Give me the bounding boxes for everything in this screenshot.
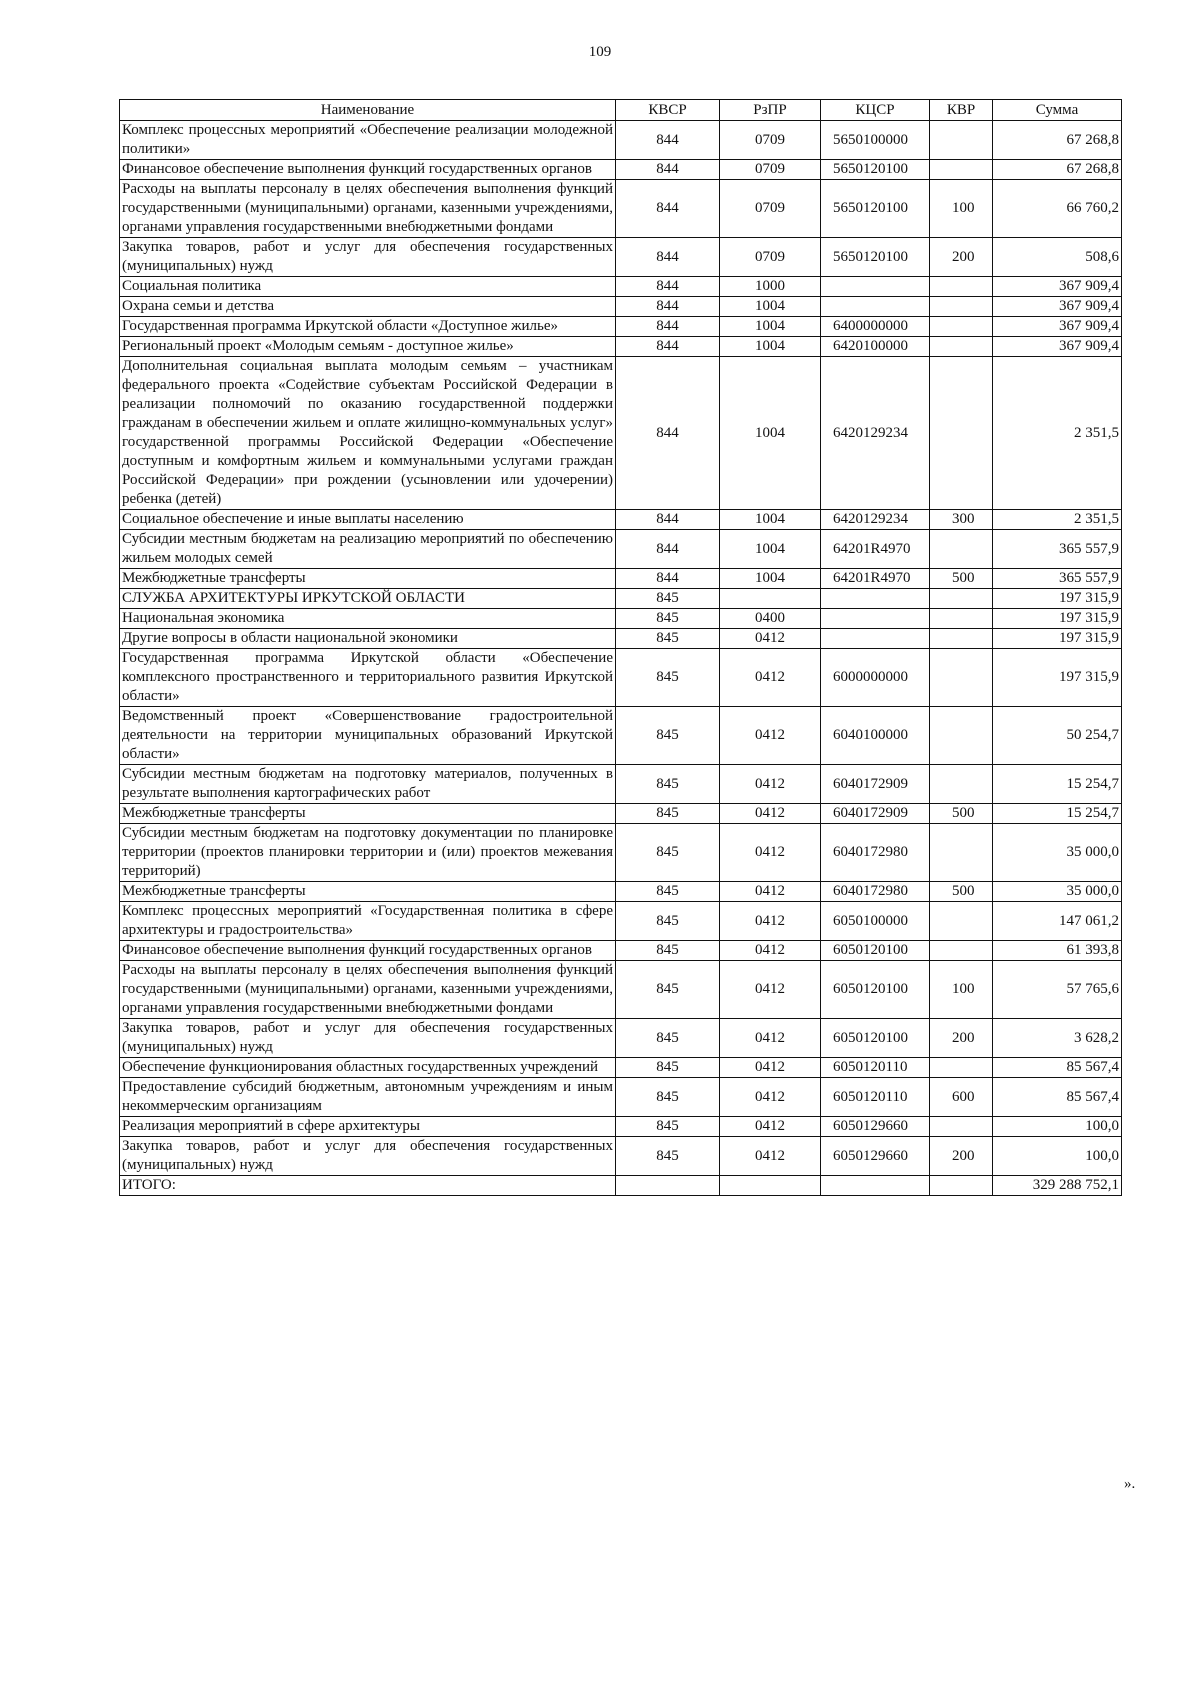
table-row bbox=[120, 510, 1122, 530]
table-row bbox=[120, 804, 1122, 824]
cell-kvr: 100 bbox=[930, 961, 993, 1019]
cell-kcsr: 6050120100 bbox=[821, 1019, 930, 1058]
budget-table bbox=[119, 99, 1122, 1196]
cell-kvsr: 845 bbox=[616, 1019, 720, 1058]
table-row bbox=[120, 1137, 1122, 1176]
cell-kvr bbox=[930, 1176, 993, 1196]
cell-kcsr: 6050120100 bbox=[821, 941, 930, 961]
table-row bbox=[120, 160, 1122, 180]
cell-kvsr: 844 bbox=[616, 337, 720, 357]
cell-kvr bbox=[930, 824, 993, 882]
cell-kvsr: 844 bbox=[616, 297, 720, 317]
cell-kvr bbox=[930, 277, 993, 297]
cell-name: ИТОГО: bbox=[120, 1176, 616, 1196]
cell-sum: 61 393,8 bbox=[993, 941, 1122, 961]
cell-rzpr: 1004 bbox=[720, 357, 821, 510]
cell-kvsr: 844 bbox=[616, 530, 720, 569]
cell-kvsr: 845 bbox=[616, 804, 720, 824]
cell-kvr bbox=[930, 1117, 993, 1137]
cell-rzpr: 0412 bbox=[720, 1019, 821, 1058]
cell-name: Субсидии местным бюджетам на подготовку материалов, полученных в результате выполнения картографических работ bbox=[120, 765, 616, 804]
table-row bbox=[120, 902, 1122, 941]
cell-sum: 3 628,2 bbox=[993, 1019, 1122, 1058]
cell-kvsr: 844 bbox=[616, 317, 720, 337]
cell-kcsr: 64201R4970 bbox=[821, 569, 930, 589]
cell-kcsr bbox=[821, 277, 930, 297]
table-row bbox=[120, 238, 1122, 277]
cell-sum: 50 254,7 bbox=[993, 707, 1122, 765]
cell-sum: 197 315,9 bbox=[993, 609, 1122, 629]
cell-kvsr: 845 bbox=[616, 707, 720, 765]
cell-kcsr: 5650100000 bbox=[821, 121, 930, 160]
cell-sum: 66 760,2 bbox=[993, 180, 1122, 238]
cell-kcsr: 6420129234 bbox=[821, 510, 930, 530]
cell-kcsr: 6050129660 bbox=[821, 1137, 930, 1176]
cell-rzpr bbox=[720, 1176, 821, 1196]
cell-kvsr: 845 bbox=[616, 1117, 720, 1137]
cell-name: Финансовое обеспечение выполнения функций государственных органов bbox=[120, 160, 616, 180]
cell-kvsr: 845 bbox=[616, 765, 720, 804]
cell-kvsr: 845 bbox=[616, 589, 720, 609]
cell-kvr bbox=[930, 317, 993, 337]
cell-sum: 329 288 752,1 bbox=[993, 1176, 1122, 1196]
cell-kvr: 200 bbox=[930, 1019, 993, 1058]
table-row bbox=[120, 609, 1122, 629]
cell-name: Закупка товаров, работ и услуг для обеспечения государственных (муниципальных) нужд bbox=[120, 1019, 616, 1058]
cell-kcsr: 6040100000 bbox=[821, 707, 930, 765]
cell-sum: 367 909,4 bbox=[993, 337, 1122, 357]
cell-kvsr: 844 bbox=[616, 180, 720, 238]
cell-kvr: 500 bbox=[930, 569, 993, 589]
cell-kvr: 100 bbox=[930, 180, 993, 238]
cell-sum: 100,0 bbox=[993, 1137, 1122, 1176]
cell-kvr: 300 bbox=[930, 510, 993, 530]
cell-kvr bbox=[930, 530, 993, 569]
cell-rzpr: 0412 bbox=[720, 824, 821, 882]
cell-name: Межбюджетные трансферты bbox=[120, 804, 616, 824]
cell-kcsr: 6050129660 bbox=[821, 1117, 930, 1137]
cell-rzpr: 0412 bbox=[720, 1078, 821, 1117]
cell-name: Межбюджетные трансферты bbox=[120, 882, 616, 902]
cell-kcsr: 6050100000 bbox=[821, 902, 930, 941]
cell-kvsr: 844 bbox=[616, 357, 720, 510]
cell-rzpr: 1004 bbox=[720, 510, 821, 530]
cell-kcsr: 5650120100 bbox=[821, 238, 930, 277]
table-row bbox=[120, 1019, 1122, 1058]
cell-kvsr: 845 bbox=[616, 1058, 720, 1078]
cell-name: Субсидии местным бюджетам на реализацию мероприятий по обеспечению жильем молодых семей bbox=[120, 530, 616, 569]
cell-kvsr: 845 bbox=[616, 882, 720, 902]
table-row bbox=[120, 765, 1122, 804]
cell-kvsr: 845 bbox=[616, 1078, 720, 1117]
table-body bbox=[120, 121, 1122, 1196]
cell-name: Социальная политика bbox=[120, 277, 616, 297]
cell-kcsr: 64201R4970 bbox=[821, 530, 930, 569]
cell-rzpr: 0412 bbox=[720, 961, 821, 1019]
cell-rzpr: 1004 bbox=[720, 317, 821, 337]
cell-kvr bbox=[930, 902, 993, 941]
cell-name: Межбюджетные трансферты bbox=[120, 569, 616, 589]
cell-sum: 367 909,4 bbox=[993, 297, 1122, 317]
cell-kcsr: 5650120100 bbox=[821, 180, 930, 238]
cell-kcsr: 5650120100 bbox=[821, 160, 930, 180]
table-row bbox=[120, 1058, 1122, 1078]
cell-kvsr: 844 bbox=[616, 121, 720, 160]
cell-kcsr: 6040172980 bbox=[821, 882, 930, 902]
cell-kvr bbox=[930, 589, 993, 609]
cell-name: СЛУЖБА АРХИТЕКТУРЫ ИРКУТСКОЙ ОБЛАСТИ bbox=[120, 589, 616, 609]
cell-sum: 57 765,6 bbox=[993, 961, 1122, 1019]
cell-sum: 147 061,2 bbox=[993, 902, 1122, 941]
cell-name: Закупка товаров, работ и услуг для обеспечения государственных (муниципальных) нужд bbox=[120, 1137, 616, 1176]
table-row bbox=[120, 1117, 1122, 1137]
cell-kvr bbox=[930, 707, 993, 765]
table-header-row bbox=[120, 100, 1122, 121]
cell-kcsr bbox=[821, 629, 930, 649]
table-row bbox=[120, 824, 1122, 882]
cell-rzpr bbox=[720, 589, 821, 609]
cell-kvsr: 845 bbox=[616, 824, 720, 882]
cell-kvsr: 845 bbox=[616, 941, 720, 961]
cell-kvr bbox=[930, 297, 993, 317]
cell-rzpr: 1004 bbox=[720, 530, 821, 569]
cell-rzpr: 0412 bbox=[720, 629, 821, 649]
cell-name: Предоставление субсидий бюджетным, автономным учреждениям и иным некоммерческим организациям bbox=[120, 1078, 616, 1117]
cell-sum: 35 000,0 bbox=[993, 882, 1122, 902]
header-rzpr: РзПР bbox=[720, 100, 821, 121]
table-row bbox=[120, 337, 1122, 357]
cell-rzpr: 0412 bbox=[720, 941, 821, 961]
cell-kvsr: 845 bbox=[616, 902, 720, 941]
cell-name: Другие вопросы в области национальной экономики bbox=[120, 629, 616, 649]
cell-rzpr: 0412 bbox=[720, 765, 821, 804]
header-kvr: КВР bbox=[930, 100, 993, 121]
cell-kcsr: 6400000000 bbox=[821, 317, 930, 337]
cell-rzpr: 0412 bbox=[720, 882, 821, 902]
cell-kvr bbox=[930, 629, 993, 649]
cell-rzpr: 0412 bbox=[720, 1137, 821, 1176]
cell-rzpr: 0709 bbox=[720, 238, 821, 277]
cell-sum: 67 268,8 bbox=[993, 121, 1122, 160]
cell-kvr bbox=[930, 1058, 993, 1078]
cell-kvsr: 845 bbox=[616, 649, 720, 707]
cell-kcsr bbox=[821, 1176, 930, 1196]
cell-name: Охрана семьи и детства bbox=[120, 297, 616, 317]
header-name: Наименование bbox=[120, 100, 616, 121]
cell-kcsr: 6050120110 bbox=[821, 1078, 930, 1117]
cell-kcsr: 6420129234 bbox=[821, 357, 930, 510]
cell-name: Государственная программа Иркутской области «Доступное жилье» bbox=[120, 317, 616, 337]
cell-rzpr: 1004 bbox=[720, 337, 821, 357]
table-row bbox=[120, 882, 1122, 902]
cell-name: Социальное обеспечение и иные выплаты населению bbox=[120, 510, 616, 530]
cell-rzpr: 0412 bbox=[720, 1117, 821, 1137]
cell-rzpr: 0412 bbox=[720, 804, 821, 824]
cell-kcsr: 6000000000 bbox=[821, 649, 930, 707]
cell-kvsr: 844 bbox=[616, 569, 720, 589]
header-sum: Сумма bbox=[993, 100, 1122, 121]
cell-name: Закупка товаров, работ и услуг для обеспечения государственных (муниципальных) нужд bbox=[120, 238, 616, 277]
cell-kvsr: 845 bbox=[616, 1137, 720, 1176]
cell-kvr: 500 bbox=[930, 804, 993, 824]
cell-rzpr: 1000 bbox=[720, 277, 821, 297]
cell-kvsr: 844 bbox=[616, 238, 720, 277]
page-number: 109 bbox=[588, 44, 612, 60]
table-row bbox=[120, 357, 1122, 510]
cell-kvr bbox=[930, 160, 993, 180]
cell-name: Субсидии местным бюджетам на подготовку документации по планировке территории (проектов планировки территории и (или) проектов межевания территорий) bbox=[120, 824, 616, 882]
cell-sum: 197 315,9 bbox=[993, 629, 1122, 649]
cell-name: Реализация мероприятий в сфере архитектуры bbox=[120, 1117, 616, 1137]
cell-sum: 365 557,9 bbox=[993, 530, 1122, 569]
table-row bbox=[120, 569, 1122, 589]
cell-kvr: 600 bbox=[930, 1078, 993, 1117]
header-kcsr: КЦСР bbox=[821, 100, 930, 121]
cell-kvsr: 845 bbox=[616, 609, 720, 629]
cell-name: Комплекс процессных мероприятий «Обеспечение реализации молодежной политики» bbox=[120, 121, 616, 160]
cell-kvr: 500 bbox=[930, 882, 993, 902]
cell-name: Ведомственный проект «Совершенствование градостроительной деятельности на территории муниципальных образований Иркутской области» bbox=[120, 707, 616, 765]
table-row bbox=[120, 277, 1122, 297]
cell-rzpr: 1004 bbox=[720, 297, 821, 317]
cell-kvr bbox=[930, 337, 993, 357]
closing-quote-mark: ». bbox=[1124, 1476, 1136, 1492]
table-row bbox=[120, 649, 1122, 707]
table-row bbox=[120, 589, 1122, 609]
table-row bbox=[120, 297, 1122, 317]
cell-kvr bbox=[930, 941, 993, 961]
table-row bbox=[120, 1176, 1122, 1196]
cell-rzpr: 0412 bbox=[720, 707, 821, 765]
cell-kvsr bbox=[616, 1176, 720, 1196]
cell-rzpr: 0400 bbox=[720, 609, 821, 629]
cell-kcsr: 6040172909 bbox=[821, 765, 930, 804]
cell-kvr: 200 bbox=[930, 238, 993, 277]
cell-sum: 67 268,8 bbox=[993, 160, 1122, 180]
cell-sum: 367 909,4 bbox=[993, 317, 1122, 337]
cell-kcsr bbox=[821, 589, 930, 609]
table-row bbox=[120, 941, 1122, 961]
cell-sum: 100,0 bbox=[993, 1117, 1122, 1137]
cell-name: Обеспечение функционирования областных государственных учреждений bbox=[120, 1058, 616, 1078]
table-row bbox=[120, 961, 1122, 1019]
cell-kcsr bbox=[821, 609, 930, 629]
cell-kvr bbox=[930, 649, 993, 707]
cell-sum: 2 351,5 bbox=[993, 510, 1122, 530]
cell-name: Комплекс процессных мероприятий «Государственная политика в сфере архитектуры и градостроительства» bbox=[120, 902, 616, 941]
cell-sum: 197 315,9 bbox=[993, 589, 1122, 609]
cell-kvr: 200 bbox=[930, 1137, 993, 1176]
table-row bbox=[120, 629, 1122, 649]
table-row bbox=[120, 707, 1122, 765]
cell-name: Дополнительная социальная выплата молодым семьям – участникам федерального проекта «Содействие субъектам Российской Федерации в реализации полномочий по оказанию государственной поддержки гражданам в обеспечении жильем и оплате жилищно-коммунальных услуг» государственной программы Российской Федерации «Обеспечение доступным и комфортным жильем и коммунальными услугами граждан Российской Федерации» при рождении (усыновлении или удочерении) ребенка (детей) bbox=[120, 357, 616, 510]
cell-rzpr: 1004 bbox=[720, 569, 821, 589]
table-row bbox=[120, 317, 1122, 337]
cell-sum: 508,6 bbox=[993, 238, 1122, 277]
cell-sum: 15 254,7 bbox=[993, 765, 1122, 804]
cell-rzpr: 0412 bbox=[720, 902, 821, 941]
table-row bbox=[120, 530, 1122, 569]
cell-rzpr: 0412 bbox=[720, 1058, 821, 1078]
cell-name: Финансовое обеспечение выполнения функций государственных органов bbox=[120, 941, 616, 961]
table-row bbox=[120, 121, 1122, 160]
cell-name: Национальная экономика bbox=[120, 609, 616, 629]
cell-kcsr: 6420100000 bbox=[821, 337, 930, 357]
cell-kvsr: 844 bbox=[616, 160, 720, 180]
table-row bbox=[120, 1078, 1122, 1117]
cell-sum: 2 351,5 bbox=[993, 357, 1122, 510]
header-kvsr: КВСР bbox=[616, 100, 720, 121]
budget-table-container bbox=[119, 99, 1121, 1196]
cell-rzpr: 0709 bbox=[720, 160, 821, 180]
cell-sum: 197 315,9 bbox=[993, 649, 1122, 707]
cell-rzpr: 0412 bbox=[720, 649, 821, 707]
cell-name: Расходы на выплаты персоналу в целях обеспечения выполнения функций государственными (муниципальными) органами, казенными учреждениями, органами управления государственными внебюджетными фондами bbox=[120, 961, 616, 1019]
cell-kcsr: 6040172909 bbox=[821, 804, 930, 824]
cell-kcsr: 6050120100 bbox=[821, 961, 930, 1019]
cell-kcsr bbox=[821, 297, 930, 317]
table-row bbox=[120, 180, 1122, 238]
cell-kvr bbox=[930, 121, 993, 160]
cell-sum: 365 557,9 bbox=[993, 569, 1122, 589]
cell-sum: 85 567,4 bbox=[993, 1058, 1122, 1078]
cell-kvr bbox=[930, 765, 993, 804]
cell-kcsr: 6040172980 bbox=[821, 824, 930, 882]
cell-sum: 367 909,4 bbox=[993, 277, 1122, 297]
cell-sum: 15 254,7 bbox=[993, 804, 1122, 824]
cell-name: Государственная программа Иркутской области «Обеспечение комплексного пространственного и территориального развития Иркутской области» bbox=[120, 649, 616, 707]
cell-kvr bbox=[930, 357, 993, 510]
cell-kvr bbox=[930, 609, 993, 629]
cell-kvsr: 844 bbox=[616, 277, 720, 297]
cell-sum: 85 567,4 bbox=[993, 1078, 1122, 1117]
cell-name: Расходы на выплаты персоналу в целях обеспечения выполнения функций государственными (муниципальными) органами, казенными учреждениями, органами управления государственными внебюджетными фондами bbox=[120, 180, 616, 238]
cell-kvsr: 845 bbox=[616, 629, 720, 649]
cell-rzpr: 0709 bbox=[720, 121, 821, 160]
cell-name: Региональный проект «Молодым семьям - доступное жилье» bbox=[120, 337, 616, 357]
cell-rzpr: 0709 bbox=[720, 180, 821, 238]
cell-kcsr: 6050120110 bbox=[821, 1058, 930, 1078]
cell-kvsr: 844 bbox=[616, 510, 720, 530]
cell-kvsr: 845 bbox=[616, 961, 720, 1019]
cell-sum: 35 000,0 bbox=[993, 824, 1122, 882]
